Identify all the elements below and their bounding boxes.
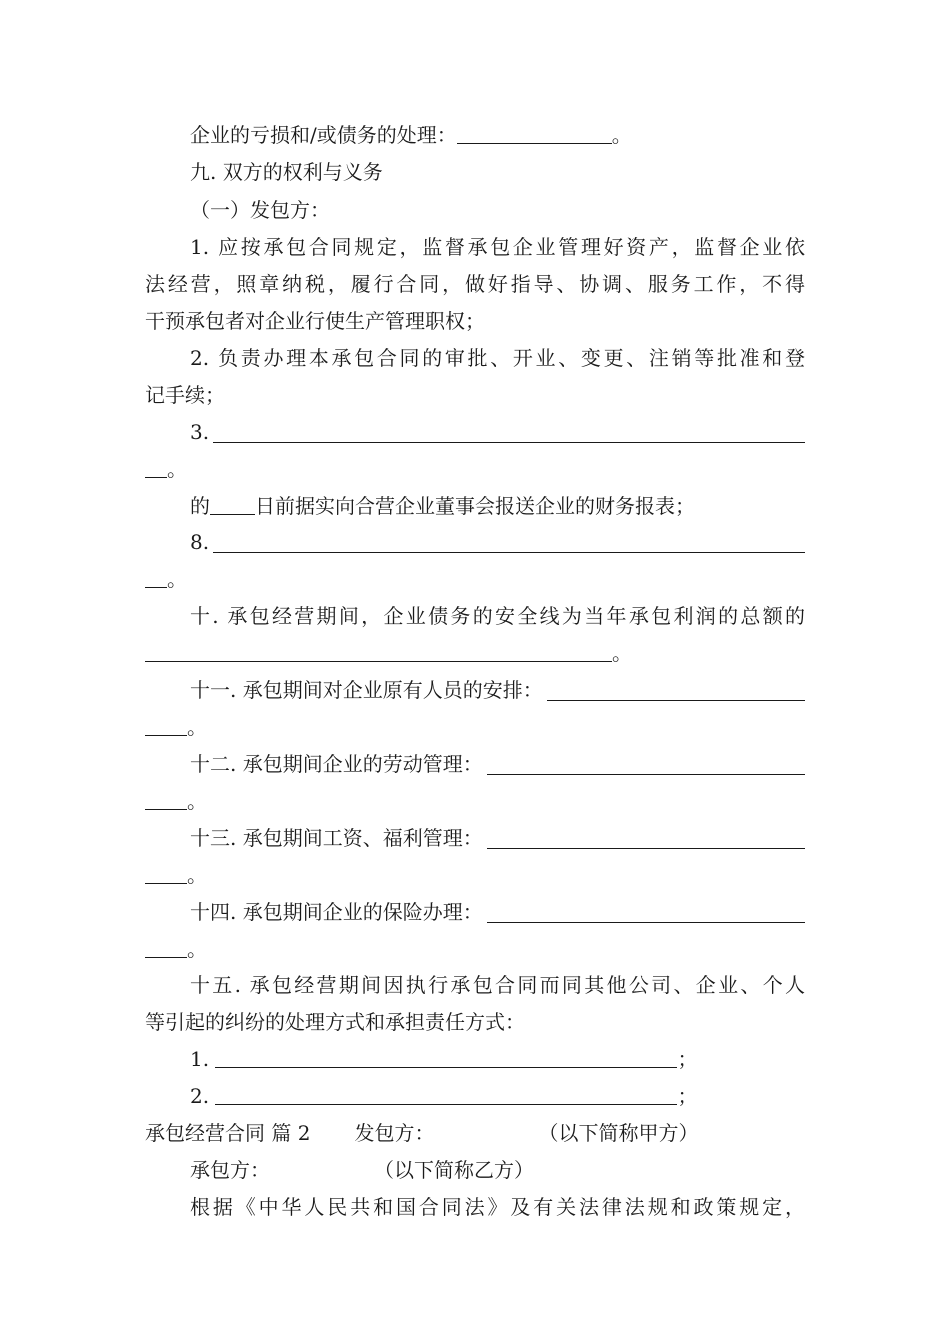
paragraph-line: 1. 应按承包合同规定，监督承包企业管理好资产，监督企业依 bbox=[190, 235, 805, 259]
party-note: （以下简称乙方） bbox=[374, 1158, 534, 1182]
contract-2-header bbox=[145, 1117, 805, 1149]
blank-field bbox=[213, 530, 805, 553]
text: 日前据实向合营企业董事会报送企业的财务报表； bbox=[255, 494, 695, 518]
paragraph-line: 法经营，照章纳税，履行合同，做好指导、协调、服务工作，不得 bbox=[145, 272, 805, 296]
text: 。 bbox=[187, 863, 207, 887]
text: 。 bbox=[187, 937, 207, 961]
text: 的 bbox=[190, 494, 210, 518]
paragraph-line: 2. 负责办理本承包合同的审批、开业、变更、注销等批准和登 bbox=[190, 346, 805, 370]
section-10-blank bbox=[145, 637, 805, 669]
item-number: 8. bbox=[190, 530, 210, 554]
item-8-blank bbox=[190, 526, 805, 558]
section-13-blank-continued bbox=[145, 859, 805, 891]
text: 十四. 承包期间企业的保险办理： bbox=[190, 900, 483, 924]
subsection-heading-issuer: （一）发包方： bbox=[190, 198, 330, 222]
text: 。 bbox=[167, 457, 187, 481]
blank-field bbox=[210, 492, 255, 515]
blank-field bbox=[457, 121, 612, 144]
blank-field bbox=[145, 861, 187, 884]
blank-field bbox=[215, 1045, 677, 1068]
party-note: （以下简称甲方） bbox=[538, 1121, 699, 1145]
paragraph-line: 记手续； bbox=[145, 383, 225, 407]
text: 十二. 承包期间企业的劳动管理： bbox=[190, 752, 483, 776]
blank-field bbox=[145, 565, 167, 588]
text: 。 bbox=[612, 641, 632, 665]
paragraph-loss-handling bbox=[190, 119, 805, 151]
party-label: 发包方： bbox=[354, 1121, 435, 1145]
item-number: 2. bbox=[190, 1084, 210, 1108]
paragraph-line: 等引起的纠纷的处理方式和承担责任方式： bbox=[145, 1010, 525, 1034]
text: 。 bbox=[187, 789, 207, 813]
blank-field bbox=[487, 826, 805, 849]
party-label: 承包方： bbox=[190, 1158, 270, 1182]
paragraph-line: 干预承包者对企业行使生产管理职权； bbox=[145, 309, 485, 333]
text: ； bbox=[677, 1084, 698, 1108]
text: 十一. 承包期间对企业原有人员的安排： bbox=[190, 678, 543, 702]
paragraph-line: 根据《中华人民共和国合同法》及有关法律法规和政策规定， bbox=[190, 1195, 805, 1219]
section-11 bbox=[190, 674, 805, 706]
blank-field bbox=[487, 752, 805, 775]
section-heading-9: 九. 双方的权利与义务 bbox=[190, 160, 383, 184]
blank-field bbox=[145, 787, 187, 810]
blank-field bbox=[145, 455, 167, 478]
blank-field bbox=[145, 639, 612, 662]
section-11-blank-continued bbox=[145, 711, 805, 743]
blank-field bbox=[215, 1082, 677, 1105]
item-number: 1. bbox=[190, 1047, 210, 1071]
text: 。 bbox=[167, 567, 187, 591]
text: 。 bbox=[611, 123, 632, 147]
section-14-blank-continued bbox=[145, 933, 805, 965]
item-3-blank bbox=[190, 416, 805, 448]
section-15-item-2 bbox=[190, 1080, 805, 1112]
item-number: 3. bbox=[190, 420, 210, 444]
blank-field bbox=[547, 678, 805, 701]
section-12 bbox=[190, 748, 805, 780]
paragraph-financial-report bbox=[190, 490, 805, 522]
section-14 bbox=[190, 896, 805, 928]
blank-field bbox=[145, 713, 187, 736]
item-8-blank-continued bbox=[145, 563, 805, 595]
blank-field bbox=[487, 900, 805, 923]
section-15-item-1 bbox=[190, 1043, 805, 1075]
contract-title: 承包经营合同 篇 2 bbox=[145, 1121, 311, 1145]
section-13 bbox=[190, 822, 805, 854]
section-10: 十. 承包经营期间，企业债务的安全线为当年承包利润的总额的 bbox=[190, 604, 805, 628]
blank-field bbox=[145, 935, 187, 958]
contractor-party-line bbox=[190, 1154, 805, 1186]
blank-field bbox=[213, 420, 805, 443]
item-3-blank-continued bbox=[145, 453, 805, 485]
text: 十三. 承包期间工资、福利管理： bbox=[190, 826, 483, 850]
text: ； bbox=[677, 1047, 698, 1071]
section-12-blank-continued bbox=[145, 785, 805, 817]
text: 企业的亏损和/或债务的处理： bbox=[190, 123, 457, 147]
section-15: 十五. 承包经营期间因执行承包合同而同其他公司、企业、个人 bbox=[190, 973, 805, 997]
text: 。 bbox=[187, 715, 207, 739]
